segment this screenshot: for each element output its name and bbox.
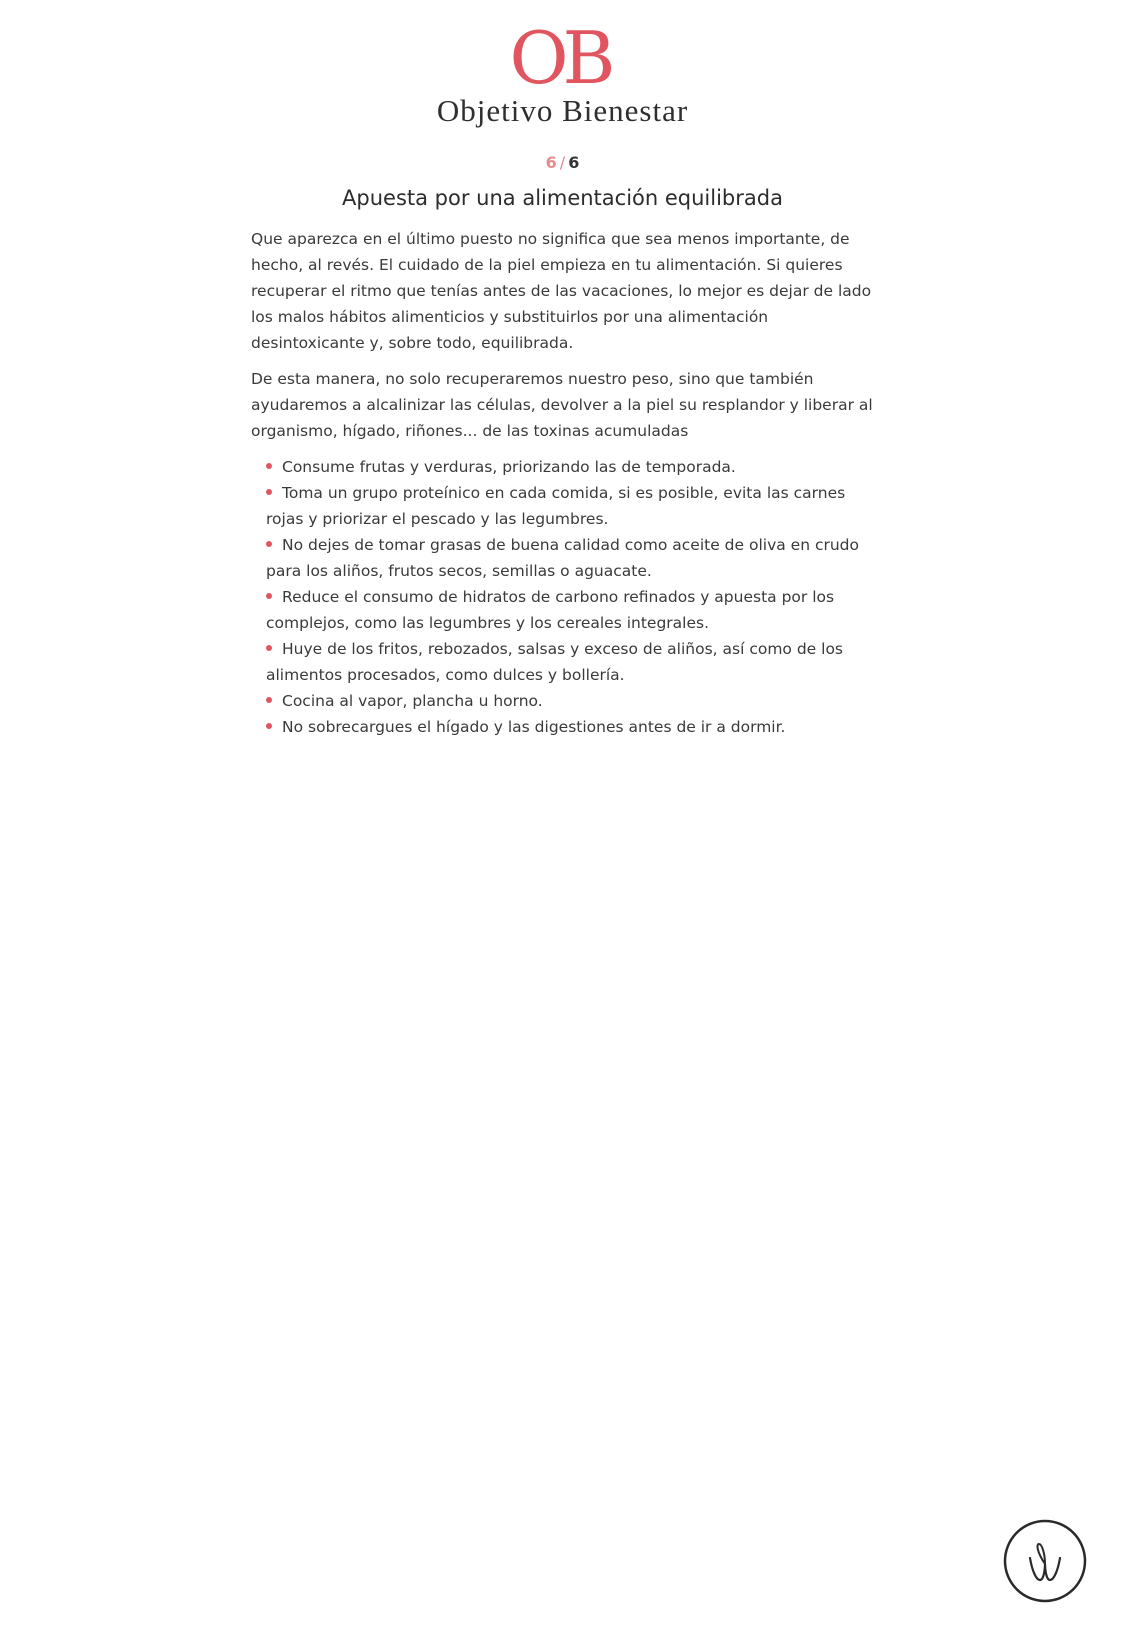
article-paragraph: De esta manera, no solo recuperaremos nuestro peso, sino que también ayudaremos a alcalinizar las células, devolver a la piel su resplandor y liberar al organismo, hígado, riñones... de las toxinas acumuladas (251, 370, 873, 440)
bullet-dot-icon (266, 697, 272, 703)
bullet-dot-icon (266, 593, 272, 599)
list-item (266, 688, 876, 714)
bullet-dot-icon (266, 645, 272, 651)
site-logo[interactable] (0, 16, 1125, 128)
list-item-text: Cocina al vapor, plancha u horno. (282, 692, 543, 710)
list-item (266, 636, 876, 688)
bullet-dot-icon (266, 489, 272, 495)
logo-name: Objetivo Bienestar (436, 93, 689, 128)
counter-separator: / (559, 153, 566, 172)
list-item-text: Toma un grupo proteínico en cada comida, si es posible, evita las carnes rojas y priorizar el pescado y las legumbres. (266, 484, 846, 528)
bullet-dot-icon (266, 463, 272, 469)
list-item-text: Huye de los fritos, rebozados, salsas y exceso de aliños, así como de los alimentos procesados, como dulces y bollería. (266, 640, 844, 684)
list-item (266, 532, 876, 584)
counter-current: 6 (545, 153, 557, 172)
list-item (266, 480, 876, 532)
list-item-text: No sobrecargues el hígado y las digestiones antes de ir a dormir. (282, 718, 786, 736)
slide-counter (0, 153, 1125, 172)
list-item (266, 454, 876, 480)
logo-mark: OB (509, 16, 610, 100)
list-item-text: Reduce el consumo de hidratos de carbono refinados y apuesta por los complejos, como las legumbres y los cereales integrales. (266, 588, 835, 632)
list-item (266, 714, 876, 740)
article-body (251, 226, 876, 740)
bullet-dot-icon (266, 723, 272, 729)
bullet-dot-icon (266, 541, 272, 547)
list-item (266, 584, 876, 636)
counter-total: 6 (568, 153, 580, 172)
article-paragraph: Que aparezca en el último puesto no significa que sea menos importante, de hecho, al revés. El cuidado de la piel empieza en tu alimentación. Si quieres recuperar el ritmo que tenías antes de las vacaciones, lo mejor es dejar de lado los malos hábitos alimenticios y substituirlos por una alimentación desintoxicante y, sobre todo, equilibrada. (251, 230, 872, 352)
w-circle-logo-icon (1002, 1518, 1088, 1604)
article-title: Apuesta por una alimentación equilibrada (342, 186, 783, 210)
list-item-text: No dejes de tomar grasas de buena calidad como aceite de oliva en crudo para los aliños, frutos secos, semillas o aguacate. (266, 536, 859, 580)
list-item-text: Consume frutas y verduras, priorizando las de temporada. (282, 458, 736, 476)
tips-list (251, 454, 876, 740)
